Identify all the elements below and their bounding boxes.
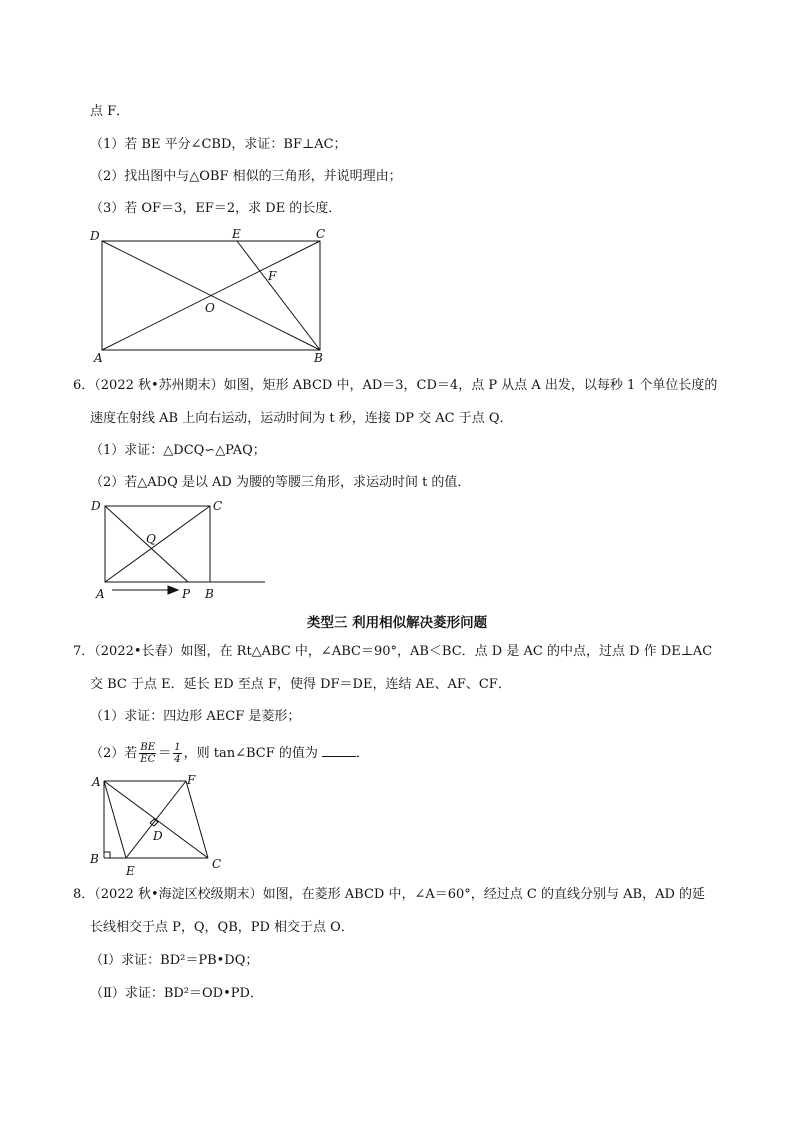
q6-part2: （2）若△ADQ 是以 AD 为腰的等腰三角形，求运动时间 t 的值． — [90, 475, 471, 490]
q5-label-d: D — [90, 229, 100, 243]
q6-label-q: Q — [146, 532, 156, 546]
q5-label-o: O — [205, 301, 215, 315]
q7-part1: （1）求证：四边形 AECF 是菱形； — [90, 709, 301, 724]
q7-part2-end: ． — [355, 746, 369, 761]
q6-label-a: A — [96, 587, 105, 601]
q5-label-e: E — [232, 227, 241, 241]
q7-part2-suffix: ，则 tan∠BCF 的值为 — [183, 746, 318, 761]
q7-part2-prefix: （2）若 — [90, 746, 138, 761]
q5-label-a: A — [94, 351, 103, 365]
q7-right-angle-b — [104, 852, 110, 858]
q7-fraction2-denominator: 4 — [174, 754, 181, 765]
q7-label-e: E — [126, 864, 135, 878]
q7-fraction2-numerator: 1 — [174, 742, 181, 753]
q8-part1: （Ⅰ）求证：BD²＝PB•DQ； — [90, 953, 259, 968]
q5-part1: （1）若 BE 平分∠CBD，求证：BF⊥AC； — [90, 137, 347, 152]
q5-label-f: F — [268, 269, 277, 283]
q7-line2: 交 BC 于点 E．延长 ED 至点 F，使得 DF＝DE，连结 AE、AF、CF． — [90, 677, 511, 692]
q6-line1: 6．（2022 秋•苏州期末）如图，矩形 ABCD 中，AD＝3，CD＝4，点 P 从点 A 出发，以每秒 1 个单位长度的 — [73, 378, 718, 393]
q7-label-d: D — [153, 829, 163, 843]
q5-label-c: C — [316, 227, 326, 241]
q6-label-c: C — [213, 499, 223, 513]
q6-label-d: D — [91, 499, 101, 513]
q8-line2: 长线相交于点 P，Q，QB，PD 相交于点 O． — [90, 920, 354, 935]
q7-line1: 7．（2022•长春）如图，在 Rt△ABC 中，∠ABC＝90°，AB＜BC．点 D 是 AC 的中点，过点 D 作 DE⊥AC — [73, 644, 713, 659]
q8-part2: （Ⅱ）求证：BD²＝OD•PD． — [90, 986, 263, 1001]
q6-label-b: B — [205, 587, 214, 601]
q6-part1: （1）求证：△DCQ∽△PAQ； — [90, 443, 266, 458]
q5-continuation: 点 F． — [90, 104, 130, 119]
q8-line1: 8．（2022 秋•海淀区校级期末）如图，在菱形 ABCD 中，∠A＝60°，经过点 C 的直线分别与 AB，AD 的延 — [73, 887, 706, 902]
q5-part3: （3）若 OF＝3，EF＝2，求 DE 的长度． — [90, 201, 342, 216]
q7-label-f: F — [187, 773, 196, 787]
q7-segment-ef — [126, 781, 186, 858]
q5-part2: （2）找出图中与△OBF 相似的三角形，并说明理由； — [90, 169, 402, 184]
q6-line2: 速度在射线 AB 上向右运动，运动时间为 t 秒，连接 DP 交 AC 于点 Q． — [90, 411, 513, 426]
q7-segment-ae — [104, 781, 126, 858]
q6-label-p: P — [182, 587, 191, 601]
q7-equals: ＝ — [158, 746, 172, 761]
q7-label-a: A — [92, 775, 101, 789]
q7-side-fc — [186, 781, 208, 858]
q7-label-c: C — [212, 857, 222, 871]
q7-label-b: B — [90, 852, 99, 866]
q7-fraction-denominator: EC — [140, 754, 156, 765]
section-title: 类型三 利用相似解决菱形问题 — [306, 615, 488, 631]
q7-fraction-numerator: BE — [140, 742, 156, 753]
q5-label-b: B — [314, 351, 323, 365]
